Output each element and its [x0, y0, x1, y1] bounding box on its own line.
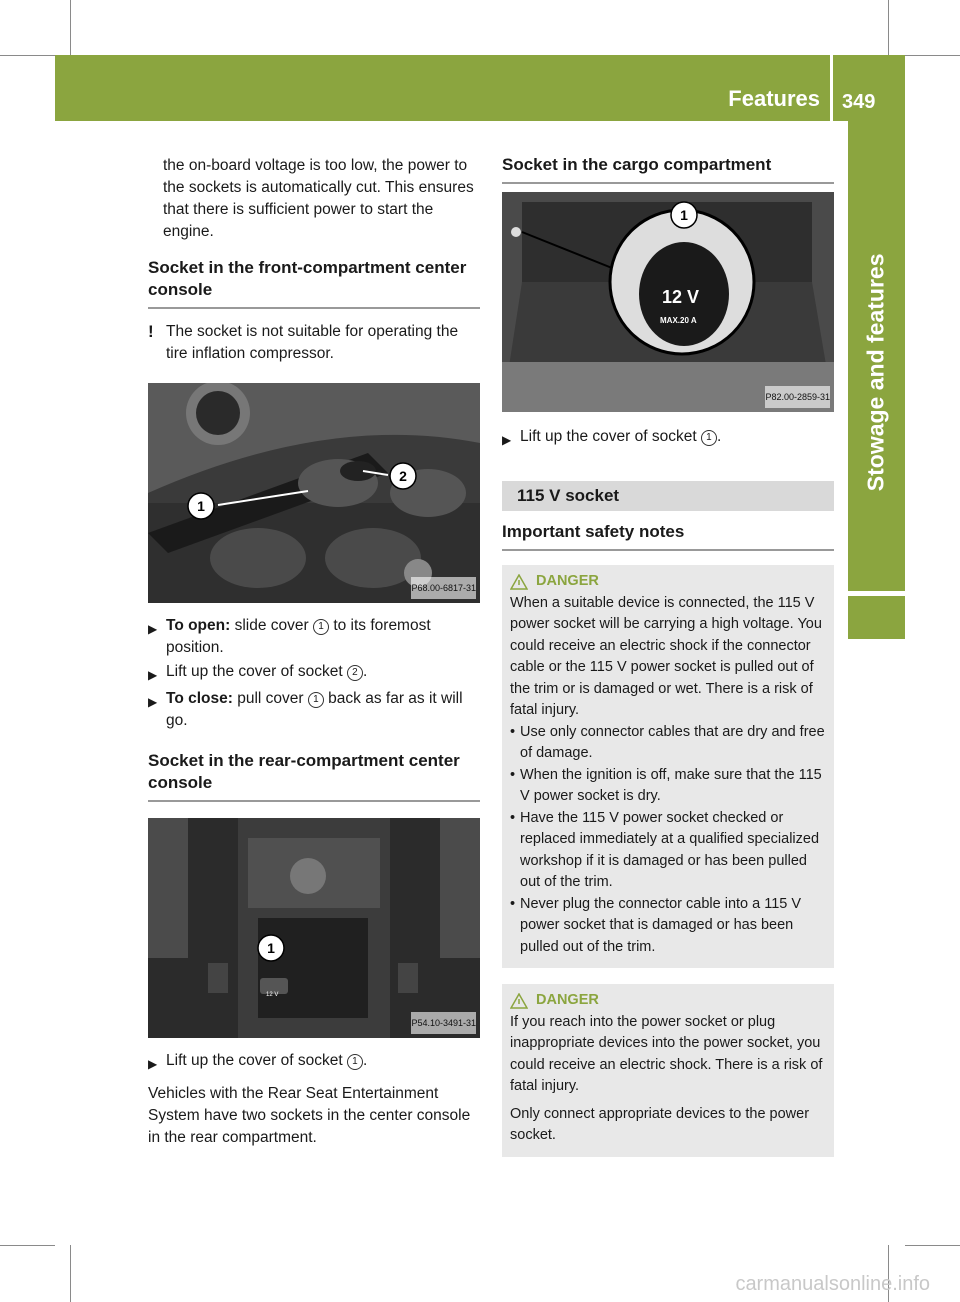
callout-1-icon	[669, 200, 699, 230]
watermark[interactable]: carmanualsonline.info	[735, 1273, 930, 1295]
crop-mark	[905, 55, 960, 56]
step-arrow-icon: ▶	[148, 668, 158, 682]
danger-text: Only connect appropriate devices to the power socket.	[510, 1105, 810, 1143]
svg-text:1: 1	[197, 498, 205, 514]
header-divider	[830, 55, 833, 121]
left-column	[148, 150, 480, 1149]
warning-triangle-icon	[510, 574, 528, 590]
intro-text: the on-board voltage is too low, the power to the sockets is automatically cut. This ensures that there is sufficient power to start the engine.	[163, 157, 474, 240]
rear-console-illustration	[148, 818, 480, 1038]
callout-1-icon	[186, 491, 216, 521]
crop-mark	[70, 0, 71, 55]
callout-ref: 1	[701, 430, 717, 446]
danger-heading: DANGER	[510, 571, 826, 593]
section-heading-safety: Important safety notes	[502, 522, 685, 541]
callout-ref: 1	[313, 619, 329, 635]
crop-mark	[888, 0, 889, 55]
svg-text:1: 1	[680, 207, 688, 223]
heading-rule	[148, 800, 480, 802]
socket-rating: MAX.20 A	[660, 316, 697, 325]
photo-code: P68.00-6817-31	[411, 577, 476, 599]
caution-icon: !	[148, 322, 154, 341]
list-item: • Use only connector cables that are dry and free of damage.	[510, 723, 825, 761]
cargo-photo	[502, 192, 834, 412]
front-console-photo	[148, 383, 480, 603]
rear-console-photo	[148, 818, 480, 1038]
instruction-step: ▶ Lift up the cover of socket 1 .	[148, 1050, 480, 1075]
side-tab-label: Stowage and features	[862, 253, 889, 492]
section-heading-front-console: Socket in the front-compartment center console	[148, 258, 467, 299]
svg-text:2: 2	[399, 468, 407, 484]
step-arrow-icon: ▶	[148, 695, 158, 709]
danger-heading: DANGER	[510, 990, 826, 1012]
callout-ref: 1	[308, 692, 324, 708]
socket-label: 12 V	[266, 992, 279, 998]
instruction-step: ▶ To open: slide cover 1 to its foremost position.	[148, 615, 480, 659]
side-tab-marker	[848, 596, 905, 639]
instruction-step: ▶ To close: pull cover 1 back as far as it will go.	[148, 688, 480, 732]
callout-ref: 1	[347, 1054, 363, 1070]
callout-2-icon	[388, 461, 418, 491]
crop-mark	[70, 1245, 71, 1302]
body-text: Vehicles with the Rear Seat Entertainment System have two sockets in the center console in the rear compartment.	[148, 1085, 471, 1146]
photo-code: P82.00-2859-31	[765, 386, 830, 408]
heading-rule	[502, 549, 834, 551]
danger-box	[502, 565, 834, 968]
note-text: The socket is not suitable for operating the tire inflation compressor.	[166, 323, 459, 362]
photo-code: P54.10-3491-31	[411, 1012, 476, 1034]
list-item: • Have the 115 V power socket checked or replaced immediately at a qualified specialized workshop if it is damaged or has been pulled out of the trim.	[510, 809, 820, 890]
instruction-step: ▶ Lift up the cover of socket 2 .	[148, 661, 480, 686]
crop-mark	[905, 1245, 960, 1246]
instruction-step: ▶ Lift up the cover of socket 1 .	[502, 426, 834, 451]
list-item: • When the ignition is off, make sure that the 115 V power socket is dry.	[510, 766, 822, 804]
callout-1-icon	[256, 933, 286, 963]
danger-text: If you reach into the power socket or plug inappropriate devices into the power socket, you could receive an electric shock. There is a risk of fatal injury.	[510, 1013, 823, 1094]
list-item: • Never plug the connector cable into a 115 V power socket that is damaged or has been pulled out of the trim.	[510, 895, 802, 955]
section-heading-rear-console: Socket in the rear-compartment center console	[148, 751, 460, 792]
section-bar: 115 V socket	[502, 481, 834, 511]
crop-mark	[0, 1245, 55, 1246]
danger-text: When a suitable device is connected, the 115 V power socket will be carrying a high voltage. You could receive an electric shock if the connector cable or the 115 V power socket is pulled out of the trim or is damaged or wet. There is a risk of fatal injury.	[510, 594, 822, 718]
section-heading-cargo: Socket in the cargo compartment	[502, 155, 772, 174]
page-number: 349	[842, 91, 876, 113]
right-column	[502, 150, 834, 1157]
crop-mark	[0, 55, 55, 56]
step-arrow-icon: ▶	[502, 433, 512, 447]
note	[148, 321, 480, 365]
danger-box	[502, 984, 834, 1157]
heading-rule	[502, 182, 834, 184]
step-arrow-icon: ▶	[148, 622, 158, 636]
socket-voltage: 12 V	[662, 287, 700, 307]
svg-text:1: 1	[267, 940, 275, 956]
warning-triangle-icon	[510, 993, 528, 1009]
page-title: Features	[728, 86, 820, 111]
heading-rule	[148, 307, 480, 309]
step-arrow-icon: ▶	[148, 1057, 158, 1071]
callout-ref: 2	[347, 665, 363, 681]
